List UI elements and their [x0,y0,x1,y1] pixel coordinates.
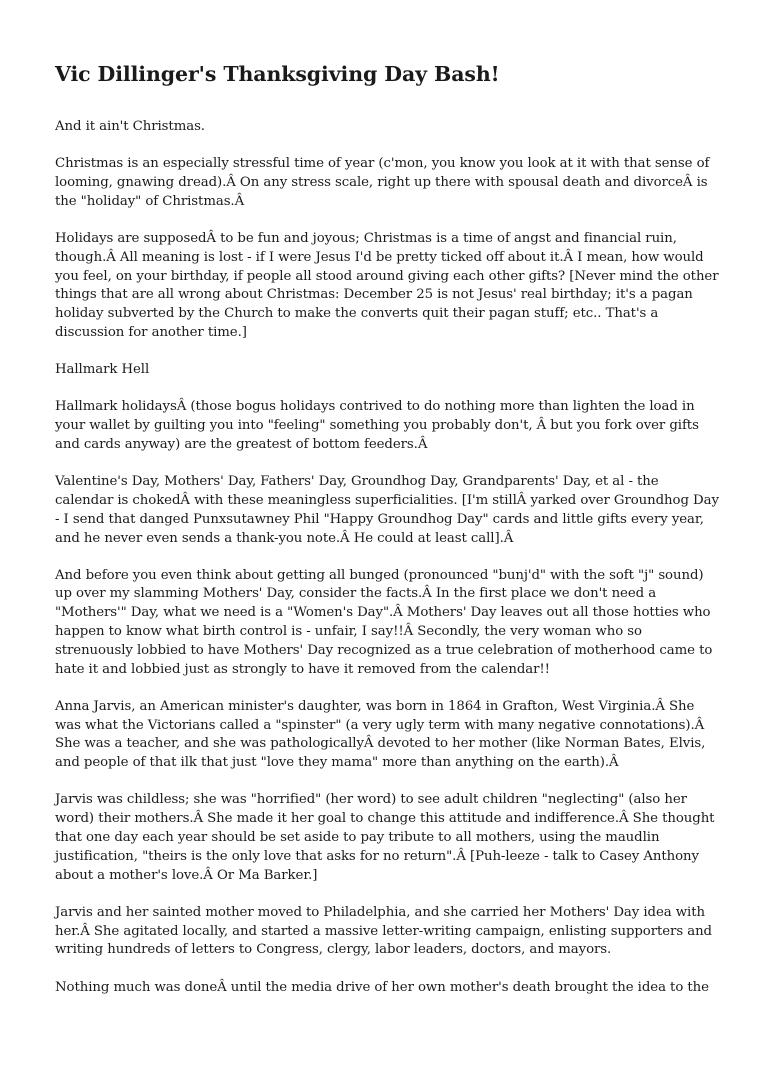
paragraph: Christmas is an especially stressful time of year (c'mon, you know you look at it with that sense of looming, gnawing dread).Â On any stress scale, right up there with spousal death and divorceÂ is the "holiday" of Christmas.Â [55,156,710,209]
paragraph: Nothing much was doneÂ until the media drive of her own mother's death brought the idea to the [55,979,709,995]
paragraph: Jarvis and her sainted mother moved to Philadelphia, and she carried her Mothers' Day idea with her.Â She agitated locally, and started a massive letter-writing campaign, enlisting supporters and writing hundreds of letters to Congress, clergy, labor leaders, doctors, and mayors. [55,904,712,958]
document-page [55,60,720,1016]
paragraph: And it ain't Christmas. [55,119,205,134]
section-heading: Hallmark Hell [55,362,150,378]
page-title: Vic Dillinger's Thanksgiving Day Bash! [55,62,500,86]
paragraph: Anna Jarvis, an American minister's daughter, was born in 1864 in Grafton, West Virginia.Â She was what the Victorians called a "spinster" (a very ugly term with many negative connotations).Â She was a teacher, and she was pathologicallyÂ devoted to her mother (like Norman Bates, Elvis, and people of that ilk that just "love they mama" more than anything on the earth).Â [55,698,706,771]
paragraph: Holidays are supposedÂ to be fun and joyous; Christmas is a time of angst and financial ruin, though.Â All meaning is lost - if I were Jesus I'd be pretty ticked off about it.Â I mean, how would you feel, on your birthday, if people all stood around giving each other gifts? [Never mind the other things that are all wrong about Christmas: December 25 is not Jesus' real birthday; it's a pagan holiday subverted by the Church to make the converts quit their pagan stuff; etc.. That's a discussion for another time.] [55,230,719,340]
paragraph: And before you even think about getting all bunged (pronounced "bunj'd" with the soft "j" sound) up over my slamming Mothers' Day, consider the facts.Â In the first place we don't need a "Mothers'" Day, what we need is a "Women's Day".Â Mothers' Day leaves out all those hotties who happen to know what birth control is - unfair, I say!!Â Secondly, the very woman who so strenuously lobbied to have Mothers' Day recognized as a true celebration of motherhood came to hate it and lobbied just as strongly to have it removed from the calendar!! [55,567,713,677]
paragraph: Valentine's Day, Mothers' Day, Fathers' Day, Groundhog Day, Grandparents' Day, et al - the calendar is chokedÂ with these meaningless superficialities. [I'm stillÂ yarked over Groundhog Day - I send that danged Punxsutawney Phil "Happy Groundhog Day" cards and little gifts every year, and he never even sends a thank-you note.Â He could at least call].Â [55,474,719,546]
paragraph: Jarvis was childless; she was "horrified" (her word) to see adult children "neglecting" (also her word) their mothers.Â She made it her goal to change this attitude and indifference.Â She thought that one day each year should be set aside to pay tribute to all mothers, using the maudlin justification, "theirs is the only love that asks for no return".Â [Puh-leeze - talk to Casey Anthony about a mother's love.Â Or Ma Barker.] [55,792,715,883]
paragraph: Hallmark holidaysÂ (those bogus holidays contrived to do nothing more than lighten the load in your wallet by guilting you into "feeling" something you probably don't, Â but you fork over gifts and cards anyway) are the greatest of bottom feeders.Â [55,399,699,452]
